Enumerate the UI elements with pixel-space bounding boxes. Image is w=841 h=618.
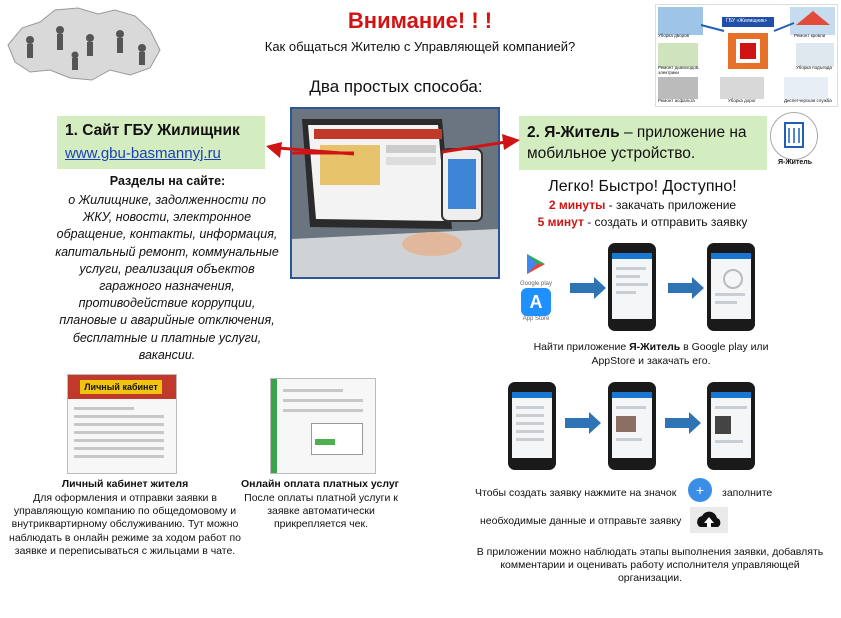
services-collage-image: [655, 4, 838, 107]
cabinet-screenshot: [67, 374, 177, 474]
two-ways-heading: Два простых способа:: [309, 77, 483, 96]
phone-screenshot: [707, 243, 755, 331]
payment-description: После оплаты платной услуги к заявке автоматически прикрепляется чек.: [244, 492, 398, 531]
sections-list: о Жилищнике, задолженности по ЖКУ, новости, электронное обращение, контакты, информация, капитальный ремонт, коммунальные услуги, реализация объектов гаражного назначения, противодействие коррупции, плановые и аварийные отключения, бесплатные и платные услуги, вакансии.: [55, 193, 279, 362]
phone-screenshot: [608, 243, 656, 331]
arrow-right-icon: [665, 410, 705, 436]
request-time: [520, 215, 765, 229]
track-request-text: В приложении можно наблюдать этапы выполнения заявки, добавлять комментарии и оценивать работу исполнителя управляющей организации.: [476, 546, 824, 585]
service-label: Уборка дворов: [658, 33, 690, 38]
arrow-right-icon: [668, 275, 708, 301]
find-app-text: Найти приложение Я-Житель в Google play или AppStore и закачать его.: [533, 341, 769, 367]
app-store-icon[interactable]: A App Store: [517, 288, 555, 326]
service-label: Уборка дорог: [728, 98, 756, 103]
site-box: [57, 116, 265, 169]
phone-screenshot: [608, 382, 656, 470]
service-label: Диспетчерская служба: [784, 98, 832, 103]
fill-in-text: заполните: [722, 487, 773, 499]
easy-slogan: Легко! Быстро! Доступно!: [548, 178, 737, 195]
find-app-name: Я-Житель: [629, 341, 681, 353]
cabinet-description: Для оформления и отправки заявки в управляющую компанию по общедомовому и внутриквартирному обслуживанию. Тут можно наблюдать в онлайн режиме за ходом работ по заявке и переписываться с жильцами в чате.: [9, 492, 241, 557]
ya-zhitel-logo-icon: [770, 112, 818, 160]
service-label: Уборка подъезда: [796, 65, 832, 70]
page-title: Внимание! ! !: [347, 8, 493, 33]
russia-map-image: [0, 0, 170, 95]
sections-title: Разделы на сайте:: [109, 174, 226, 188]
service-label: Ремонт дымоходов, электрики: [658, 65, 700, 75]
phone-screenshot: [707, 382, 755, 470]
time-value: 5 минут: [537, 215, 584, 229]
send-request-text: необходимые данные и отправьте заявку: [480, 515, 682, 527]
app-box: [519, 116, 767, 170]
create-request-text: Чтобы создать заявку нажмите на значок: [475, 487, 677, 499]
logo-label: Я-Житель: [777, 159, 813, 166]
site-link[interactable]: www.gbu-basmannyj.ru: [65, 145, 221, 162]
site-heading: 1. Сайт ГБУ Жилищник: [65, 122, 240, 139]
payment-title: Онлайн оплата платных услуг: [240, 478, 400, 490]
google-play-label: Google play: [519, 281, 553, 287]
service-label: Ремонт кровли: [794, 33, 826, 38]
app-heading: 2. Я-Житель: [527, 124, 620, 141]
upload-cloud-icon[interactable]: [690, 507, 728, 533]
app-heading-rest: – приложение на мобильное устройство.: [527, 124, 747, 162]
arrow-right-icon: [570, 275, 610, 301]
service-label: Ремонт асфальта: [658, 98, 695, 103]
arrow-right-icon: [565, 410, 605, 436]
service-label: ГБУ «Жилищник»: [726, 18, 767, 24]
time-text: - создать и отправить заявку: [583, 215, 748, 229]
time-value: 2 минуты: [548, 198, 606, 212]
google-play-icon[interactable]: [515, 252, 557, 287]
cabinet-banner: Личный кабинет: [80, 380, 162, 394]
page-subtitle: Как общаться Жителю с Управляющей компанией?: [264, 39, 576, 54]
red-arrows: [262, 128, 524, 178]
cabinet-title: Личный кабинет жителя: [61, 478, 189, 490]
download-time: [520, 198, 765, 212]
time-text: - закачать приложение: [605, 198, 737, 212]
app-store-label: App Store: [522, 316, 550, 322]
payment-screenshot: [270, 378, 376, 474]
phone-screenshot: [508, 382, 556, 470]
add-request-icon[interactable]: +: [688, 478, 712, 502]
